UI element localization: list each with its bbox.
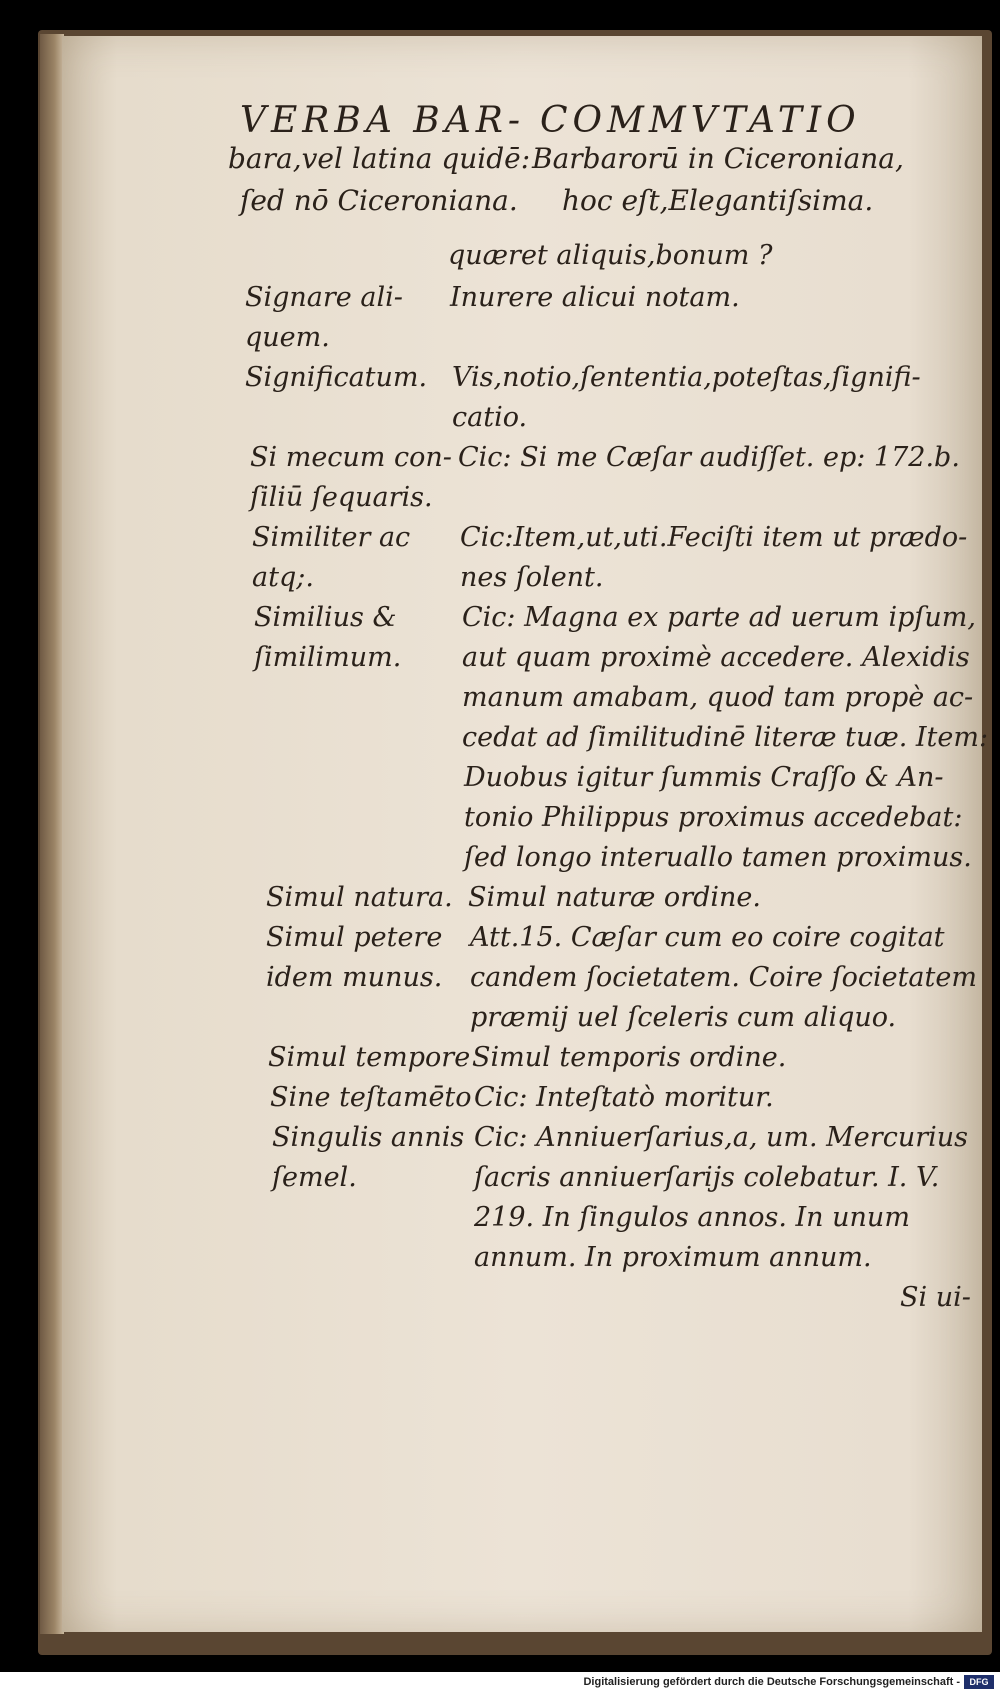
right-text: Simul temporis ordine. [472, 1042, 787, 1073]
left-term: Similius & [254, 602, 397, 633]
right-text: ſed longo interuallo tamen proximus. [464, 842, 972, 873]
right-text: 219. In ſingulos annos. In unum [474, 1202, 910, 1233]
right-text: quæret aliquis,bonum ? [448, 240, 773, 271]
left-term: ſemel. [272, 1162, 357, 1193]
page-header [228, 100, 960, 240]
left-term: Signare ali- [245, 282, 403, 313]
right-text: nes ſolent. [460, 562, 604, 593]
right-text: Vis,notio,ſententia,poteſtas,ſignifi- [452, 362, 921, 393]
right-text: ſacris anniuerſarijs colebatur. I. V. [474, 1162, 940, 1193]
left-term: Simul petere [266, 922, 443, 953]
left-term: Simul tempore [268, 1042, 471, 1073]
left-term: Simul natura. [266, 882, 453, 913]
left-term: Sine teſtamēto [270, 1082, 472, 1113]
right-column-title: COMMVTATIO [540, 100, 861, 141]
left-term: atq;. [252, 562, 314, 593]
book-page [62, 36, 982, 1632]
left-term: quem. [245, 322, 330, 353]
right-text: Cic: Anniuerſarius,a, um. Mercurius [474, 1122, 968, 1153]
left-term: Similiter ac [252, 522, 411, 553]
dfg-logo: DFG [964, 1675, 994, 1689]
right-text: Simul naturæ ordine. [468, 882, 761, 913]
right-text: Att.15. Cæſar cum eo coire cogitat [470, 922, 945, 953]
left-column-subtitle-1: bara,vel latina quidē: [228, 142, 531, 175]
right-text: aut quam proximè accedere. Alexidis [462, 642, 970, 673]
right-column-subtitle-2: hoc eſt,Elegantiſsima. [562, 184, 874, 217]
right-text: tonio Philippus proximus accedebat: [464, 802, 963, 833]
right-text: cedat ad ſimilitudinē literæ tuæ. Item: [462, 722, 989, 753]
funding-notice: Digitalisierung gefördert durch die Deutsche Forschungsgemeinschaft - [583, 1676, 960, 1688]
catchword: Si ui- [900, 1282, 971, 1313]
right-text: Cic: Inteſtatò moritur. [474, 1082, 774, 1113]
left-column-title: VERBA BAR- [240, 100, 526, 141]
right-text: Duobus igitur ſummis Craſſo & An- [464, 762, 944, 793]
left-term: idem munus. [266, 962, 443, 993]
left-term: ſimilimum. [254, 642, 402, 673]
left-term: Si mecum con- [250, 442, 452, 473]
right-text: Cic:Item,ut,uti.Feciſti item ut prædo- [460, 522, 968, 553]
right-text: præmij uel ſceleris cum aliquo. [470, 1002, 897, 1033]
left-column-subtitle-2: ſed nō Ciceroniana. [240, 184, 518, 217]
right-text: Cic: Magna ex parte ad uerum ipſum, [462, 602, 976, 633]
right-text: manum amabam, quod tam propè ac- [462, 682, 974, 713]
left-term: ſiliū ſequaris. [250, 482, 433, 513]
page-edge [40, 34, 64, 1634]
right-text: Inurere alicui notam. [450, 282, 740, 313]
right-column-subtitle-1: Barbarorū in Ciceroniana, [532, 142, 904, 175]
right-text: annum. In proximum annum. [474, 1242, 872, 1273]
right-text: catio. [452, 402, 528, 433]
left-term: Singulis annis [272, 1122, 465, 1153]
right-text: candem ſocietatem. Coire ſocietatem [470, 962, 977, 993]
right-text: Cic: Si me Cæſar audiſſet. ep: 172.b. [458, 442, 960, 473]
left-term: Significatum. [245, 362, 428, 393]
